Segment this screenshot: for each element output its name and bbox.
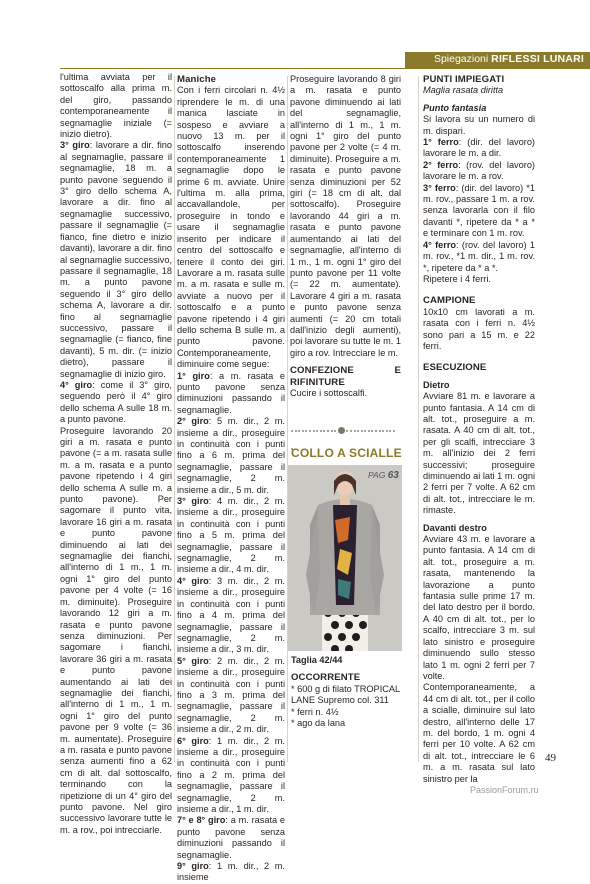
text-paragraph: Avviare 43 m. e lavorare a punto fantasia. A 14 cm di alt. tot., proseguire a m. rasata, mantenendo la lavorazione a punto fantasia sulle prime 17 m. del lato destro per il bordo. A 40 cm di alt. tot., per lo scalfo, intrecciare 3 m. sul lato sinistro e proseguire diminuendo sullo stesso lato 1 m. ogni 2 ferri per 7 volte. Contemporaneamente, a 44 cm di alt. tot., per il collo a scialle, diminuire sul lato destro, all'interno delle 17 m. del bordo, 1 m. ogni 4 ferri per 10 volte. A 62 cm di alt. tot., intrecciare le 6 m. a m. rasata sul lato sinistro per la bbox=[423, 534, 535, 784]
section-heading: Maniche bbox=[177, 74, 217, 85]
round-instruction: 5° giro: 2 m. dir., 2 m. insieme a dir., proseguire in continuità con i punti fino a 3 m. prima del segnamaglie, passare il segnamaglie, 2 m. insieme a dir., 2 m. dir. bbox=[177, 655, 285, 735]
round-instruction: 6° giro: 1 m. dir., 2 m. insieme a dir., proseguire in continuità con i punti fino a 2 m. prima del segnamaglie, passare il segnamaglie, 2 m. insieme a dir., 1 m. dir. bbox=[177, 735, 285, 814]
dotted-separator bbox=[291, 427, 399, 435]
row-instruction: 4° ferro: (rov. del lavoro) 1 m. rov., *1 m. dir., 1 m. rov. *, ripetere da * a *. bbox=[423, 239, 535, 273]
header-rule bbox=[60, 68, 590, 69]
material-item: * 600 g di filato TROPICAL LANE Supremo col. 311 bbox=[291, 683, 400, 706]
round-instruction: 9° giro: 1 m. dir., 2 m. insieme bbox=[177, 861, 285, 883]
section-heading: ESECUZIONE bbox=[423, 362, 487, 374]
column-3-materials bbox=[291, 655, 402, 729]
watermark-credit: PassionForum.ru bbox=[470, 785, 539, 795]
row-instruction: 1° ferro: (dir. del lavoro) lavorare le m. a dir. bbox=[423, 137, 535, 159]
row-instruction: 3° ferro: (dir. del lavoro) *1 m. rov., passare 1 m. a rov. senza lavorarla con il filo davanti *, ripetere da * a * e terminare con 1 m. rov. bbox=[423, 182, 535, 239]
section-header-text: Spiegazioni RIFLESSI LUNARI bbox=[433, 53, 584, 65]
page-number: 49 bbox=[545, 752, 556, 764]
text-paragraph: l'ultima avviata per il sottoscalfo alla prima m. del giro, passando contemporaneamente il segnamaglie iniziale (= inizio dietro). bbox=[60, 72, 172, 140]
text-paragraph: Con i ferri circolari n. 4½ riprendere le m. di una manica lasciate in sospeso e avviare a nuovo 13 m. per il sottoscalfo inserendo contemporaneamente 1 segnamaglie dopo le prime 6 m. avviate. Unire l'ultima m. alla prima, accavallandole, per proseguire in tondo e usare il segnamaglie inserito per indicare il centro del sottoscalfo e tenere il conto dei giri. Lavorare a m. rasata sulle m. a m. rasata e sulle m. avviate a nuovo per il sottoscalfo e a punto pavone ripetendo i 4 giri dello schema B sulle m. a punto pavone. Contemporaneamente, diminuire come segue: bbox=[177, 85, 285, 370]
section-heading: PUNTI IMPIEGATI bbox=[423, 74, 505, 85]
text-paragraph: Avviare 81 m. e lavorare a punto fantasia. A 14 cm di alt. tot., proseguire a m. rasata. A 40 cm di alt. tot., per gli scalfi, intrecciare 3 m. all'inizio dei 2 ferri successivi; proseguire diminuendo ai lati 1 m. ogni 2 ferri per 7 volte. A 62 cm di alt. tot., intrecciare le m. rimaste. bbox=[423, 391, 535, 516]
text-paragraph: 3° giro: lavorare a dir. fino al segnamaglie, passare il segnamaglie, 18 m. a punto pavone seguendo il 3° giro dello schema A, lavorare a dir. fino al segnamaglie successivo, passare il segnamaglie (= fianco, fine dietro e inizio davanti), lavorare a dir. fino al segnamaglie successivo, passare il segnamaglie, 18 m. a punto pavone seguendo il 3° giro dello schema A, lavorare a dir. fino al segnamaglie successivo, passare il segnamaglie (= fianco, fine davanti), 5 m. dir. (= inizio dietro), passare il segnamaglie di inizio giro. bbox=[60, 140, 172, 379]
stitch-name: Punto fantasia bbox=[423, 102, 487, 113]
section-header-bar bbox=[405, 52, 590, 68]
column-divider bbox=[287, 76, 288, 762]
round-instruction: 2° giro: 5 m. dir., 2 m. insieme a dir., proseguire in continuità con i punti fino a 6 m. prima del segnamaglie, passare il segnamaglie, 2 m. insieme a dir., 5 m. dir. bbox=[177, 416, 285, 495]
text-paragraph: Si lavora su un numero di m. dispari. bbox=[423, 114, 535, 136]
round-instruction: 1° giro: a m. rasata e punto pavone senza diminuzioni passando il segnamaglie. bbox=[177, 370, 285, 415]
row-instruction: 2° ferro: (rov. del lavoro) lavorare le m. a rov. bbox=[423, 159, 535, 182]
text-paragraph: Cucire i sottoscalfi. bbox=[290, 387, 368, 398]
page-reference: PAG 63 bbox=[368, 470, 399, 481]
size-label: Taglia 42/44 bbox=[291, 655, 343, 665]
section-heading: OCCORRENTE bbox=[291, 672, 361, 684]
column-3 bbox=[290, 74, 401, 399]
material-item: * ferri n. 4½ bbox=[291, 706, 339, 717]
round-instruction: 3° giro: 4 m. dir., 2 m. insieme a dir., proseguire in continuità con i punti fino a 5 m. prima del segnamaglie, passare il segnamaglie, 2 m. insieme a dir., 4 m. dir. bbox=[177, 496, 285, 575]
text-paragraph: Proseguire lavorando 20 giri a m. rasata e punto pavone (= a m. rasata sulle m. a m. rasata e a punto pavone ripetendo i 4 giri dello schema A sulle m. a punto pavone). Per sagomare il punto vita, lavorare 16 giri a m. rasata e punto pavone diminuendo ai lati dei segnamaglie dei fianchi, all'interno di 1 m., 1 m. ogni 1° giro del punto pavone per 4 volte (= 16 m. diminuite). Proseguire lavorando 12 giri a m. rasata e punto pavone senza diminuzioni. Per sagomare i fianchi, lavorare 36 giri a m. rasata e punto pavone aumentando ai lati dei segnamaglie dei fianchi, all'interno di 1 m., 1 m. ogni 1° giro del punto pavone per 9 volte (= 36 m. aumentate). Proseguire a m. rasata e punto pavone senza aumenti fino a 62 cm di alt. dal sottoscalfo, terminando con la ripetizione di un 4° giro del punto pavone. Nel giro successivo lavorare tutte le m. a rov., poi intrecciarle. bbox=[60, 425, 172, 835]
text-paragraph: Ripetere i 4 ferri. bbox=[423, 273, 491, 284]
material-item: * ago da lana bbox=[291, 718, 346, 729]
round-instruction: 7° e 8° giro: a m. rasata e punto pavone senza diminuzioni passando il segnamaglie. bbox=[177, 815, 285, 860]
model-photo bbox=[288, 465, 402, 651]
column-divider bbox=[418, 76, 419, 762]
text-paragraph: 10x10 cm lavorati a m. rasata con i ferri n. 4½ sono pari a 15 m. e 22 ferri. bbox=[423, 306, 535, 351]
text-paragraph: 4° giro: come il 3° giro, seguendo però il 4° giro dello schema A sulle 18 m. a punto pavone. bbox=[60, 379, 172, 425]
subsection-heading: Dietro bbox=[423, 379, 450, 390]
text-paragraph: Proseguire lavorando 8 giri a m. rasata e punto pavone diminuendo ai lati del segnamaglie, all'interno di 1 m., 1 m. ogni 1° giro del punto pavone per 2 volte (= 4 m. diminuite). Proseguire a m. rasata e punto pavone senza diminuzioni per 52 giri (= 18 cm di alt. dal sottoscalfo). Proseguire lavorando 44 giri a m. rasata e punto pavone aumentando ai lati del segnamaglie, all'interno di 1 m., 1 m. ogni 1° giro del punto pavone per 11 volte (= 22 m. aumentate). Lavorare 4 giri a m. rasata e punto pavone senza aumenti (= 20 cm totali dall'inizio degli aumenti), poi lavorare su tutte le m. 1 giro a rov. Intrecciare le m. bbox=[290, 74, 401, 358]
pattern-title: COLLO A SCIALLE bbox=[291, 446, 402, 460]
column-divider bbox=[174, 76, 175, 762]
column-2 bbox=[177, 74, 285, 884]
column-4 bbox=[423, 74, 535, 785]
section-heading: CONFEZIONE E RIFINITURE bbox=[290, 365, 401, 388]
stitch-name: Maglia rasata diritta bbox=[423, 85, 504, 96]
subsection-heading: Davanti destro bbox=[423, 522, 487, 533]
section-heading: CAMPIONE bbox=[423, 295, 476, 307]
column-1 bbox=[60, 72, 172, 836]
round-instruction: 4° giro: 3 m. dir., 2 m. insieme a dir., proseguire in continuità con i punti fino a 4 m. prima del segnamaglie, passare il segnamaglie, 2 m. insieme a dir., 3 m. dir. bbox=[177, 575, 285, 655]
